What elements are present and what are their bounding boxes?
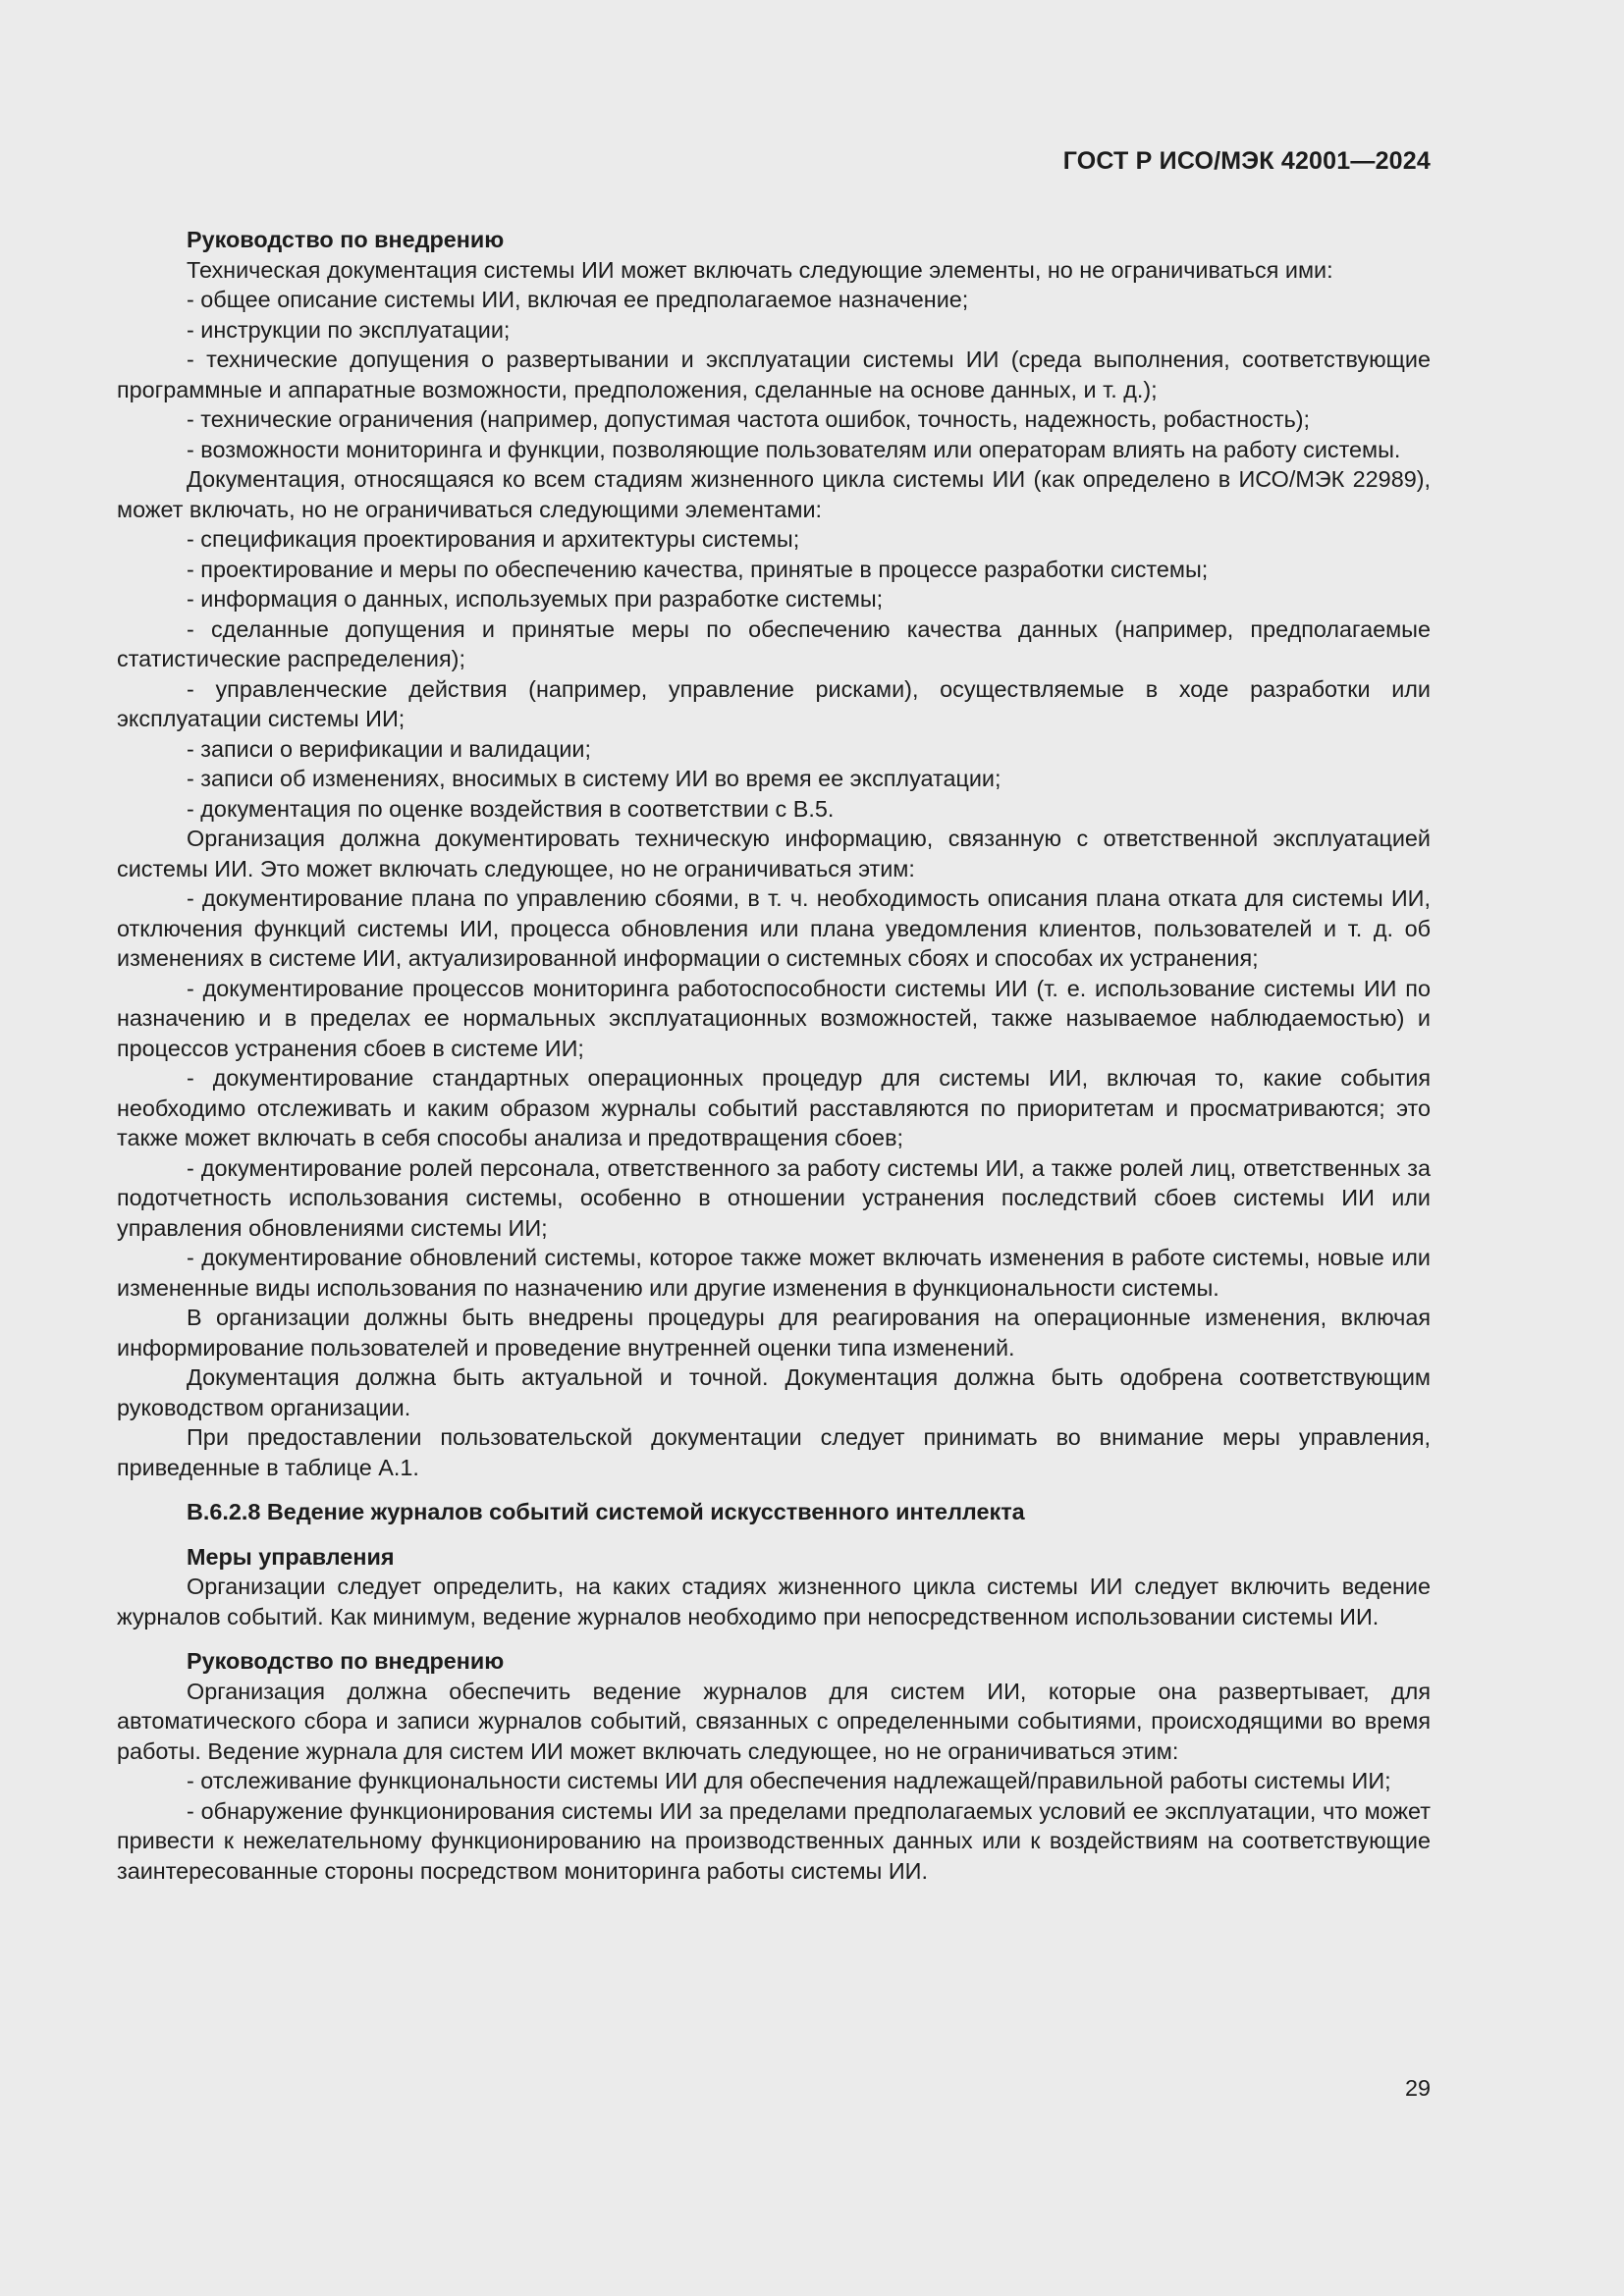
section-title: В.6.2.8 Ведение журналов событий системой искусственного интеллекта <box>187 1499 1025 1524</box>
list-item: - отслеживание функциональности системы ИИ для обеспечения надлежащей/правильной работы системы ИИ; <box>187 1768 1391 1793</box>
paragraph: Организация должна обеспечить ведение журналов для систем ИИ, которые она развертывает, для автоматического сбора и записи журналов событий, связанных с определенными событиями, происходящими во время работы. Ведение журнала для систем ИИ может включать следующее, но не ограничиваться этим: <box>117 1678 1431 1764</box>
paragraph: В организации должны быть внедрены процедуры для реагирования на операционные изменения, включая информирование пользователей и проведение внутренней оценки типа изменений. <box>117 1305 1431 1361</box>
controls-heading: Меры управления <box>187 1543 395 1570</box>
paragraph: Организация должна документировать техническую информацию, связанную с ответственной эксплуатацией системы ИИ. Это может включать следующее, но не ограничиваться этим: <box>117 826 1431 881</box>
list-item: - записи о верификации и валидации; <box>187 735 591 762</box>
document-id-header: ГОСТ Р ИСО/МЭК 42001—2024 <box>1062 147 1431 175</box>
list-item: - документация по оценке воздействия в соответствии с В.5. <box>187 795 835 822</box>
list-item: - проектирование и меры по обеспечению качества, принятые в процессе разработки системы; <box>187 556 1209 582</box>
list-item: - спецификация проектирования и архитектуры системы; <box>187 526 800 552</box>
list-item: - технические ограничения (например, допустимая частота ошибок, точность, надежность, робастность); <box>187 406 1311 432</box>
list-item: - общее описание системы ИИ, включая ее предполагаемое назначение; <box>187 287 969 312</box>
paragraph: При предоставлении пользовательской документации следует принимать во внимание меры управления, приведенные в таблице А.1. <box>117 1424 1431 1480</box>
list-item: - инструкции по эксплуатации; <box>187 316 511 343</box>
list-item: - документирование стандартных операционных процедур для системы ИИ, включая то, какие события необходимо отслеживать и каким образом журналы событий расставляются по приоритетам и просматриваются; это также может включать в себя способы анализа и предотвращения сбоев; <box>117 1065 1431 1150</box>
page-number: 29 <box>1404 2075 1431 2101</box>
list-item: - информация о данных, используемых при разработке системы; <box>187 586 884 612</box>
list-item: - документирование обновлений системы, которое также может включать изменения в работе системы, новые или измененные виды использования по назначению или другие изменения в функциональности системы. <box>117 1245 1431 1301</box>
list-item: - документирование плана по управлению сбоями, в т. ч. необходимость описания плана отката для системы ИИ, отключения функций системы ИИ, процесса обновления или плана уведомления клиентов, пользователей и т. д. об изменениях в системе ИИ, актуализированной информации о системных сбоях и способах их устранения; <box>117 885 1431 971</box>
list-item: - технические допущения о развертывании и эксплуатации системы ИИ (среда выполнения, соответствующие программные и аппаратные возможности, предположения, сделанные на основе данных, и т. д.); <box>117 347 1431 402</box>
guidance-heading: Руководство по внедрению <box>187 227 505 252</box>
page-body <box>117 225 1431 1886</box>
paragraph: Документация, относящаяся ко всем стадиям жизненного цикла системы ИИ (как определено в ИСО/МЭК 22989), может включать, но не ограничиваться следующими элементами: <box>117 466 1431 522</box>
list-item: - возможности мониторинга и функции, позволяющие пользователям или операторам влиять на работу системы. <box>187 436 1401 462</box>
paragraph: Организации следует определить, на каких стадиях жизненного цикла системы ИИ следует включить ведение журналов событий. Как минимум, ведение журналов необходимо при непосредственном использовании системы ИИ. <box>117 1574 1431 1629</box>
list-item: - документирование ролей персонала, ответственного за работу системы ИИ, а также ролей лиц, ответственных за подотчетность использования системы, особенно в отношении устранения последствий сбоев системы ИИ или управления обновлениями системы ИИ; <box>117 1154 1431 1241</box>
list-item: - записи об изменениях, вносимых в систему ИИ во время ее эксплуатации; <box>187 766 1001 791</box>
paragraph: Техническая документация системы ИИ может включать следующие элементы, но не ограничиваться ими: <box>187 256 1333 283</box>
list-item: - документирование процессов мониторинга работоспособности системы ИИ (т. е. использование системы ИИ по назначению и в пределах ее нормальных эксплуатационных возможностей, также называемое наблюдаемостью) и процессов устранения сбоев в системе ИИ; <box>117 975 1431 1061</box>
list-item: - сделанные допущения и принятые меры по обеспечению качества данных (например, предполагаемые статистические распределения); <box>117 615 1431 671</box>
list-item: - обнаружение функционирования системы ИИ за пределами предполагаемых условий ее эксплуатации, что может привести к нежелательному функционированию на производственных данных или к воздействиям на соответствующие заинтересованные стороны посредством мониторинга работы системы ИИ. <box>117 1797 1431 1884</box>
guidance-heading: Руководство по внедрению <box>187 1648 505 1674</box>
list-item: - управленческие действия (например, управление рисками), осуществляемые в ходе разработки или эксплуатации системы ИИ; <box>117 675 1431 731</box>
paragraph: Документация должна быть актуальной и точной. Документация должна быть одобрена соответствующим руководством организации. <box>117 1364 1431 1420</box>
